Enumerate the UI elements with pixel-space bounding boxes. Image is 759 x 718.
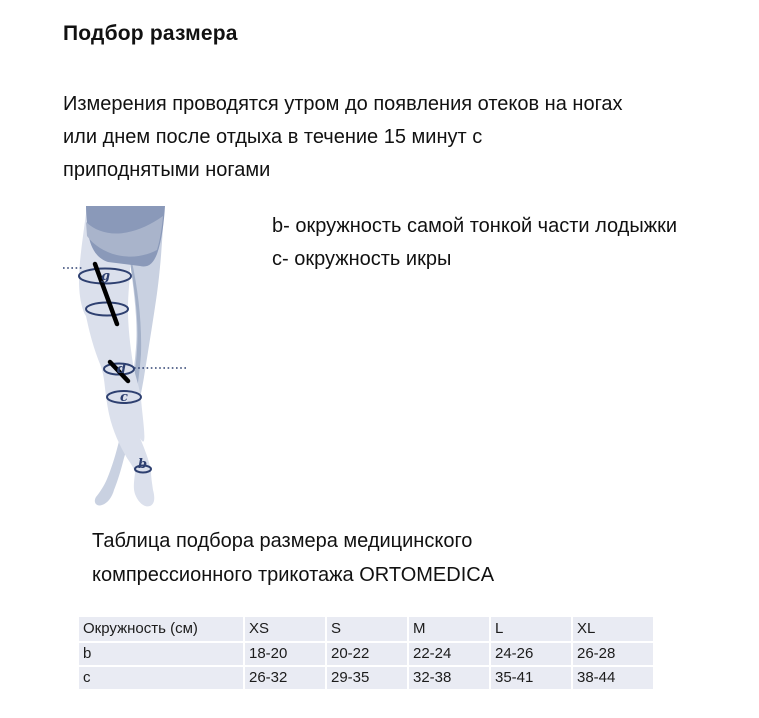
caption-b: b- окружность самой тонкой части лодыжки xyxy=(272,215,678,237)
size-table xyxy=(77,615,655,691)
table-header-row xyxy=(79,617,653,641)
header-size-xs: XS xyxy=(245,617,325,641)
cell-b-m: 22-24 xyxy=(409,643,489,665)
row-b-label: b xyxy=(79,643,243,665)
ring-label-c: c xyxy=(120,390,128,405)
cell-c-s: 29-35 xyxy=(327,667,407,689)
ring-label-g: g xyxy=(101,269,111,284)
intro-paragraph: Измерения проводятся утром до появления отеков на ногах или днем после отдыха в течение 15 минут с приподнятыми ногами xyxy=(63,93,623,181)
cell-c-m: 32-38 xyxy=(409,667,489,689)
measurement-captions xyxy=(272,210,687,276)
cell-b-s: 20-22 xyxy=(327,643,407,665)
cell-c-xl: 38-44 xyxy=(573,667,653,689)
header-size-s: S xyxy=(327,617,407,641)
page-title: Подбор размера xyxy=(63,22,238,45)
cell-b-xs: 18-20 xyxy=(245,643,325,665)
cell-c-xs: 26-32 xyxy=(245,667,325,689)
ring-label-b: b xyxy=(138,457,148,472)
header-size-l: L xyxy=(491,617,571,641)
table-heading: Таблица подбора размера медицинского компрессионного трикотажа ORTOMEDICA xyxy=(92,530,495,586)
table-row-b xyxy=(79,643,653,665)
caption-c: c- окружность икры xyxy=(272,248,452,270)
table-row-c xyxy=(79,667,653,689)
cell-c-l: 35-41 xyxy=(491,667,571,689)
cell-b-xl: 26-28 xyxy=(573,643,653,665)
legs-measurement-illustration xyxy=(60,192,245,517)
cell-b-l: 24-26 xyxy=(491,643,571,665)
header-size-xl: XL xyxy=(573,617,653,641)
header-size-m: M xyxy=(409,617,489,641)
row-c-label: c xyxy=(79,667,243,689)
header-circumference: Окружность (см) xyxy=(79,617,243,641)
ring-label-d: d xyxy=(117,362,127,377)
